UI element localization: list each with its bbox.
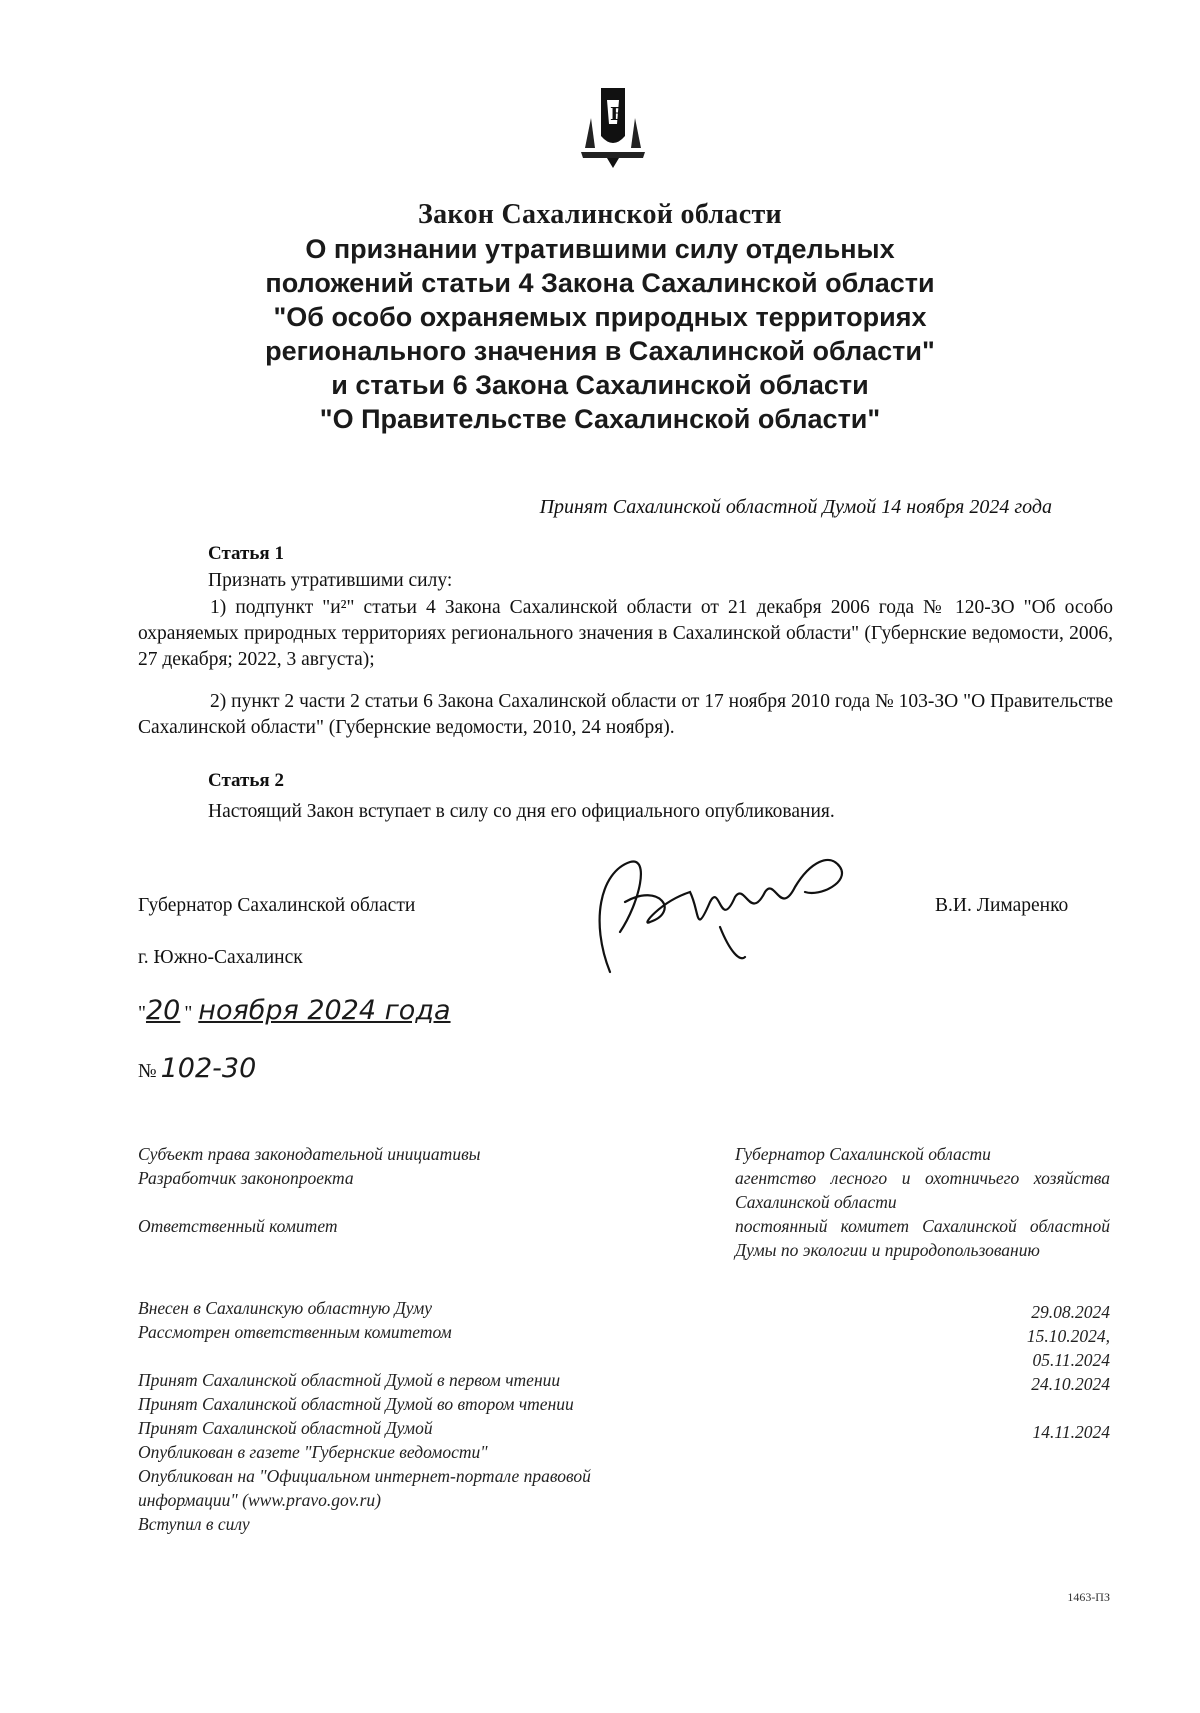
meta-label: Разработчик законопроекта <box>138 1168 354 1188</box>
law-title-line: и статьи 6 Закона Сахалинской области <box>331 370 869 400</box>
law-title-line: положений статьи 4 Закона Сахалинской области <box>265 268 935 298</box>
law-title <box>150 198 1050 436</box>
committee: постоянный комитет Сахалинской областной Думы по экологии и природопользованию <box>735 1216 1110 1260</box>
coat-of-arms-icon <box>577 78 649 170</box>
handwritten-signature <box>570 842 870 982</box>
article-1-item-1: 1) подпункт "и²" статьи 4 Закона Сахалинской области от 21 декабря 2006 года № 120-ЗО "Об особо охраняемых природных территориях регионального значения в Сахалинской области" (Губернские ведомости, 2006, 27 декабря; 2022, 3 августа); <box>138 597 1113 670</box>
law-title-line: "О Правительстве Сахалинской области" <box>319 404 881 434</box>
stage-item: информации" (www.pravo.gov.ru) <box>138 1490 382 1510</box>
article-2-text: Настоящий Закон вступает в силу со дня его официального опубликования. <box>208 801 835 822</box>
stage-item: Внесен в Сахалинскую областную Думу <box>138 1298 433 1318</box>
stage-date: 14.11.2024 <box>1032 1422 1110 1442</box>
city: г. Южно-Сахалинск <box>138 947 303 968</box>
law-number <box>138 1053 256 1085</box>
stage-item: Принят Сахалинской областной Думой в первом чтении <box>138 1370 561 1390</box>
document-code: 1463-ПЗ <box>1067 1590 1110 1604</box>
stage-item: Опубликован на "Официальном интернет-портале правовой <box>138 1466 591 1486</box>
stage-item: Рассмотрен ответственным комитетом <box>138 1322 452 1342</box>
date-day: 20 <box>145 995 181 1026</box>
adoption-note: Принят Сахалинской областной Думой 14 ноября 2024 года <box>539 496 1052 518</box>
meta-dates <box>1027 1300 1110 1444</box>
meta-stages <box>138 1296 591 1536</box>
meta-left <box>138 1142 481 1238</box>
stage-date <box>1027 1396 1110 1420</box>
law-title-main: Закон Сахалинской области <box>418 199 782 230</box>
stage-item <box>138 1344 591 1368</box>
law-title-line: О признании утратившими силу отдельных <box>305 234 895 264</box>
developer: агентство лесного и охотничьего хозяйства Сахалинской области <box>735 1168 1110 1212</box>
date-month-year: ноября 2024 года <box>198 995 451 1026</box>
meta-right <box>735 1142 1110 1262</box>
stage-date: 15.10.2024, <box>1026 1326 1110 1346</box>
article-2-heading: Статья 2 <box>208 770 284 791</box>
article-1-item-2: 2) пункт 2 части 2 статьи 6 Закона Сахалинской области от 17 ноября 2010 года № 103-ЗО "О Правительстве Сахалинской области" (Губернские ведомости, 2010, 24 ноября). <box>138 691 1113 738</box>
stage-date: 05.11.2024 <box>1032 1350 1110 1370</box>
meta-label <box>138 1190 481 1214</box>
meta-label: Ответственный комитет <box>138 1216 338 1236</box>
date-quote-close: " <box>184 1003 193 1024</box>
law-title-line: регионального значения в Сахалинской области" <box>265 336 935 366</box>
svg-text:Б: Б <box>610 104 626 125</box>
article-1-intro: Признать утратившими силу: <box>208 570 453 591</box>
signing-date <box>138 995 451 1027</box>
article-1-heading: Статья 1 <box>208 543 284 564</box>
governor-position: Губернатор Сахалинской области <box>138 895 416 916</box>
law-title-line: "Об особо охраняемых природных территориях <box>273 302 927 332</box>
governor-name: В.И. Лимаренко <box>935 895 1069 916</box>
stage-date: 29.08.2024 <box>1031 1302 1110 1322</box>
stage-item: Принят Сахалинской областной Думой <box>138 1418 433 1438</box>
stage-item: Принят Сахалинской областной Думой во втором чтении <box>138 1394 574 1414</box>
date-quote-open: " <box>138 1003 146 1024</box>
number-value: 102-30 <box>160 1053 257 1084</box>
number-sign: № <box>138 1061 157 1082</box>
stage-date: 24.10.2024 <box>1031 1374 1110 1394</box>
stage-item: Вступил в силу <box>138 1514 250 1534</box>
stage-item: Опубликован в газете "Губернские ведомости" <box>138 1442 488 1462</box>
initiator: Губернатор Сахалинской области <box>735 1144 991 1164</box>
meta-label: Субъект права законодательной инициативы <box>138 1144 481 1164</box>
